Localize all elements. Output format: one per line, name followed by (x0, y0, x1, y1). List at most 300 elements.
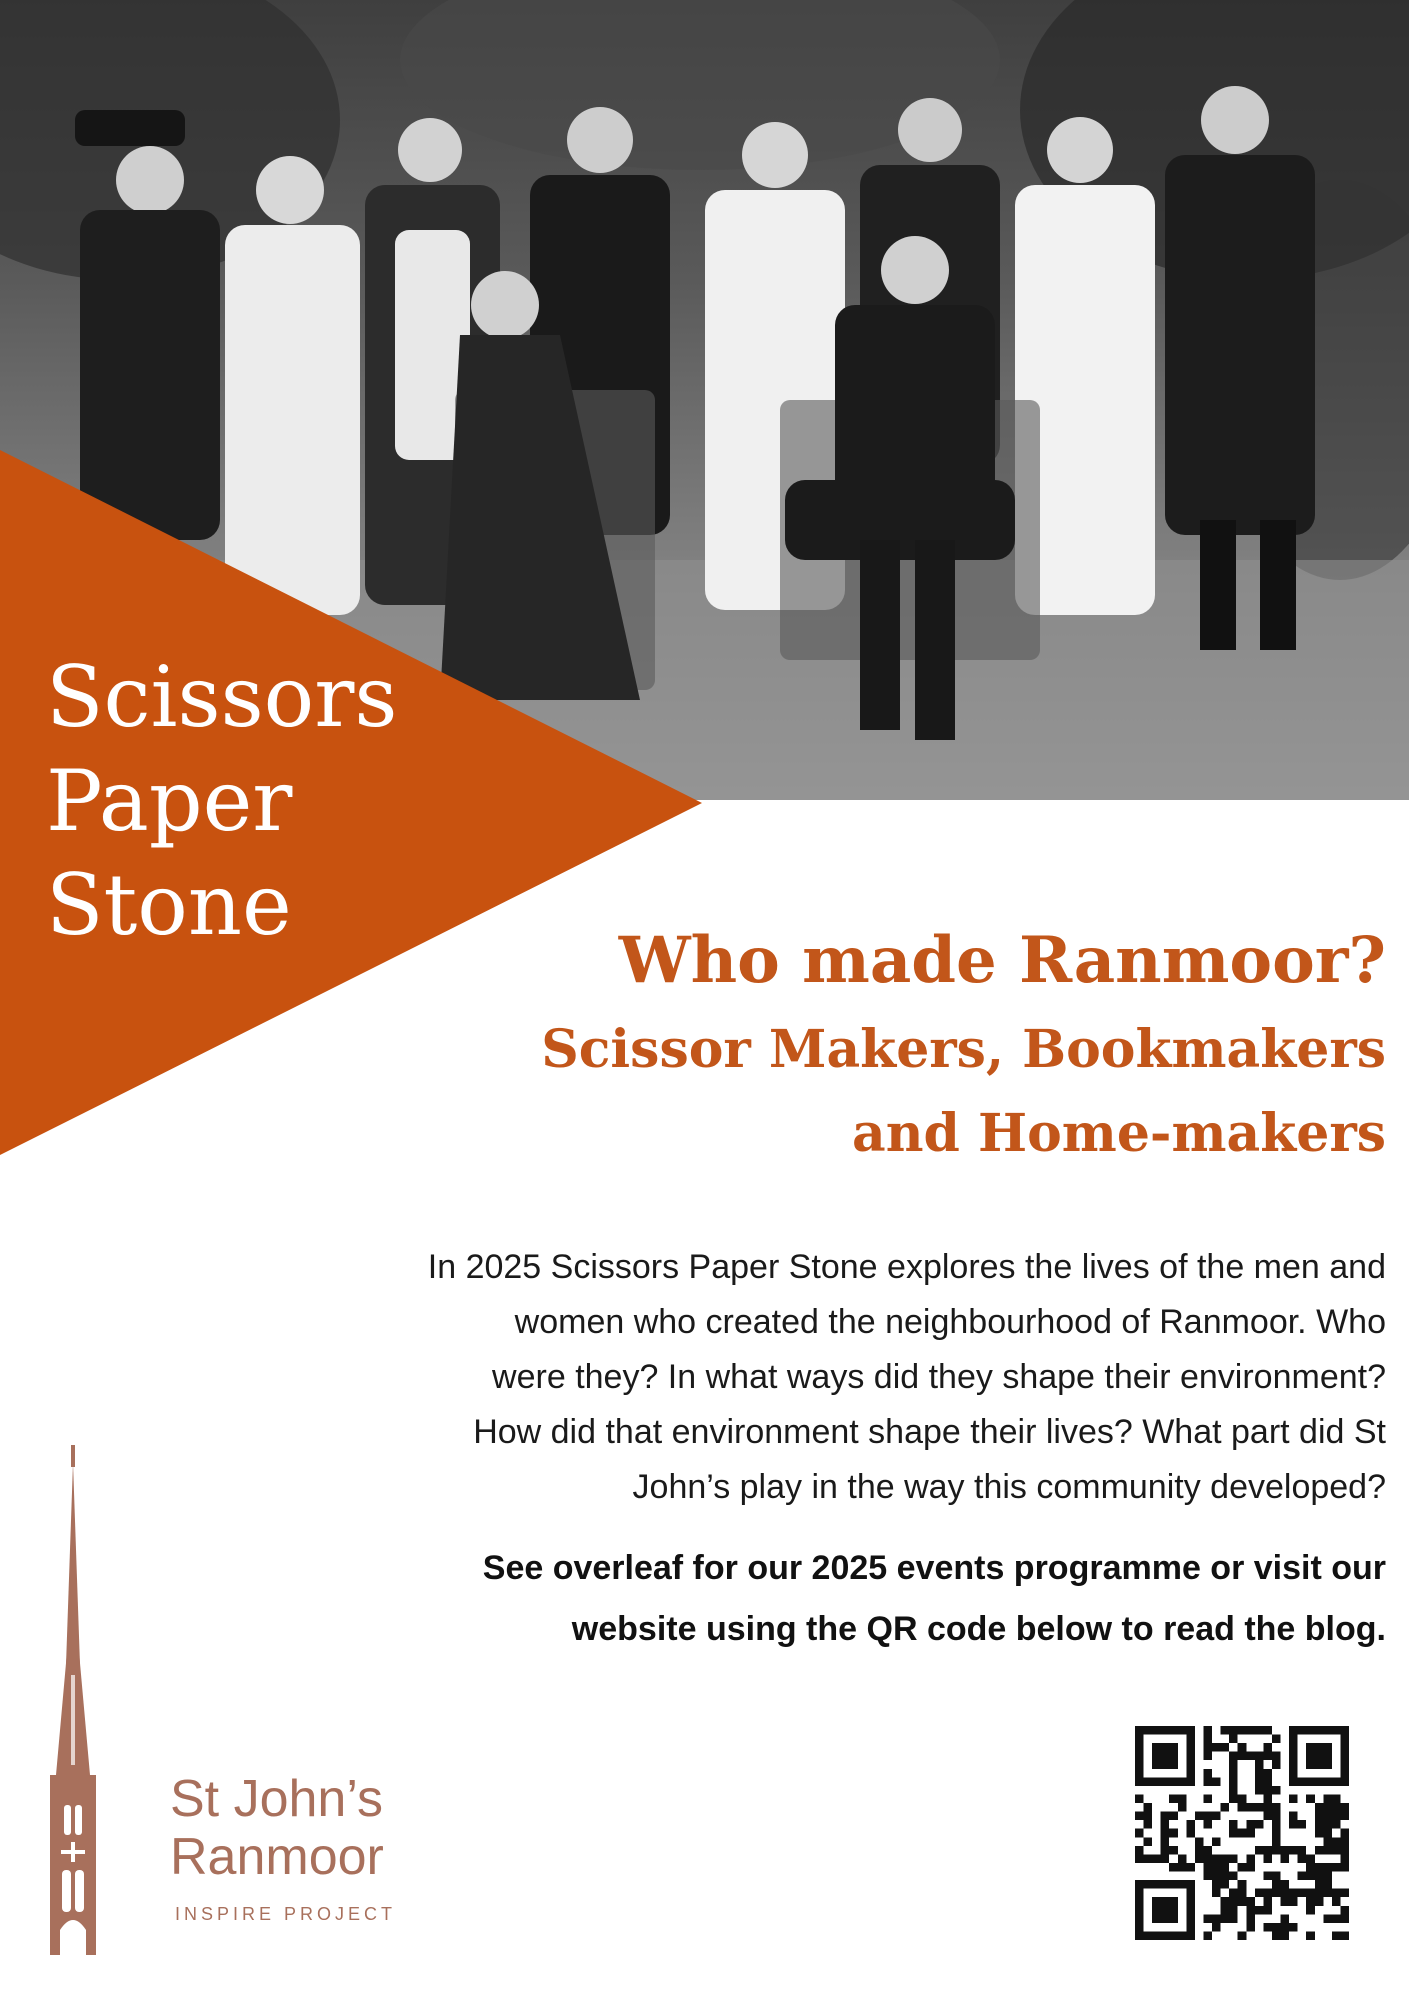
qr-module (1306, 1794, 1315, 1803)
qr-module (1272, 1786, 1281, 1795)
qr-module (1169, 1897, 1178, 1906)
qr-module (1221, 1726, 1230, 1735)
qr-module (1161, 1914, 1170, 1923)
logo-line-1: St John’s (170, 1770, 383, 1828)
qr-module (1178, 1794, 1187, 1803)
qr-module (1212, 1872, 1221, 1881)
qr-module (1144, 1777, 1153, 1786)
qr-module (1195, 1837, 1204, 1846)
qr-module (1152, 1880, 1161, 1889)
qr-module (1315, 1863, 1324, 1872)
qr-module (1161, 1854, 1170, 1863)
qr-module (1289, 1769, 1298, 1778)
qr-module (1263, 1786, 1272, 1795)
qr-module (1135, 1854, 1144, 1863)
qr-module (1135, 1812, 1144, 1821)
qr-module (1186, 1914, 1195, 1923)
qr-module (1323, 1726, 1332, 1735)
qr-module (1144, 1931, 1153, 1940)
qr-module (1238, 1803, 1247, 1812)
qr-module (1186, 1735, 1195, 1744)
qr-module (1272, 1820, 1281, 1829)
qr-module (1281, 1914, 1290, 1923)
qr-module (1229, 1760, 1238, 1769)
qr-module (1332, 1897, 1341, 1906)
qr-module (1315, 1889, 1324, 1898)
qr-module (1161, 1829, 1170, 1838)
qr-module (1289, 1743, 1298, 1752)
qr-module (1203, 1846, 1212, 1855)
subheadline-line-2: and Home-makers (852, 1103, 1386, 1164)
qr-module (1221, 1863, 1230, 1872)
qr-module (1186, 1726, 1195, 1735)
qr-module (1340, 1726, 1349, 1735)
qr-module (1161, 1880, 1170, 1889)
qr-module (1340, 1889, 1349, 1898)
qr-module (1298, 1777, 1307, 1786)
qr-module (1212, 1914, 1221, 1923)
qr-module (1186, 1863, 1195, 1872)
qr-module (1263, 1846, 1272, 1855)
qr-module (1263, 1752, 1272, 1761)
qr-module (1221, 1803, 1230, 1812)
qr-module (1289, 1820, 1298, 1829)
qr-module (1195, 1846, 1204, 1855)
qr-module (1246, 1906, 1255, 1915)
qr-module (1203, 1794, 1212, 1803)
qr-module (1272, 1812, 1281, 1821)
qr-module (1323, 1872, 1332, 1881)
qr-module (1332, 1726, 1341, 1735)
qr-module (1263, 1769, 1272, 1778)
qr-module (1289, 1777, 1298, 1786)
qr-module (1135, 1931, 1144, 1940)
qr-module (1263, 1889, 1272, 1898)
qr-module (1229, 1752, 1238, 1761)
qr-module (1340, 1743, 1349, 1752)
qr-module (1323, 1829, 1332, 1838)
qr-module (1246, 1726, 1255, 1735)
qr-module (1135, 1760, 1144, 1769)
qr-module (1186, 1769, 1195, 1778)
qr-module (1135, 1914, 1144, 1923)
qr-module (1135, 1735, 1144, 1744)
qr-module (1323, 1863, 1332, 1872)
qr-module (1203, 1752, 1212, 1761)
qr-module (1169, 1777, 1178, 1786)
qr-module (1315, 1897, 1324, 1906)
qr-module (1255, 1906, 1264, 1915)
qr-module (1221, 1897, 1230, 1906)
qr-module (1246, 1863, 1255, 1872)
qr-module (1144, 1726, 1153, 1735)
qr-module (1323, 1889, 1332, 1898)
qr-module (1332, 1803, 1341, 1812)
qr-module (1340, 1735, 1349, 1744)
logo-line-2: Ranmoor (170, 1828, 384, 1886)
qr-module (1298, 1872, 1307, 1881)
qr-module (1229, 1777, 1238, 1786)
qr-module (1306, 1906, 1315, 1915)
qr-module (1221, 1872, 1230, 1881)
qr-module (1272, 1803, 1281, 1812)
qr-module (1315, 1752, 1324, 1761)
qr-module (1203, 1820, 1212, 1829)
qr-module (1229, 1889, 1238, 1898)
qr-module (1178, 1803, 1187, 1812)
qr-module (1169, 1880, 1178, 1889)
qr-module (1229, 1872, 1238, 1881)
qr-module (1186, 1760, 1195, 1769)
qr-module (1161, 1777, 1170, 1786)
qr-module (1289, 1812, 1298, 1821)
qr-module (1323, 1803, 1332, 1812)
qr-module (1246, 1897, 1255, 1906)
qr-module (1272, 1872, 1281, 1881)
qr-module (1135, 1769, 1144, 1778)
qr-module (1289, 1735, 1298, 1744)
qr-module (1195, 1812, 1204, 1821)
qr-module (1323, 1837, 1332, 1846)
qr-module (1144, 1820, 1153, 1829)
qr-module (1212, 1889, 1221, 1898)
qr-module (1161, 1752, 1170, 1761)
qr-module (1212, 1777, 1221, 1786)
qr-module (1229, 1906, 1238, 1915)
qr-module (1323, 1743, 1332, 1752)
qr-module (1169, 1760, 1178, 1769)
qr-module (1186, 1906, 1195, 1915)
qr-module (1186, 1777, 1195, 1786)
qr-module (1263, 1923, 1272, 1932)
qr-module (1263, 1897, 1272, 1906)
qr-module (1332, 1931, 1341, 1940)
qr-module (1229, 1726, 1238, 1735)
qr-module (1135, 1846, 1144, 1855)
qr-module (1332, 1820, 1341, 1829)
qr-module (1135, 1880, 1144, 1889)
project-title-line-2: Paper (46, 752, 293, 850)
qr-module (1332, 1812, 1341, 1821)
qr-module (1323, 1794, 1332, 1803)
qr-module (1340, 1829, 1349, 1838)
qr-module (1246, 1923, 1255, 1932)
qr-module (1161, 1760, 1170, 1769)
qr-module (1161, 1906, 1170, 1915)
qr-module (1238, 1726, 1247, 1735)
qr-module (1169, 1794, 1178, 1803)
project-title-line-3: Stone (46, 856, 292, 954)
qr-module (1212, 1837, 1221, 1846)
qr-module (1298, 1854, 1307, 1863)
qr-module (1255, 1820, 1264, 1829)
qr-code-icon[interactable] (1135, 1726, 1349, 1940)
qr-module (1169, 1931, 1178, 1940)
qr-module (1152, 1931, 1161, 1940)
qr-module (1203, 1931, 1212, 1940)
qr-module (1272, 1829, 1281, 1838)
qr-module (1272, 1837, 1281, 1846)
qr-module (1255, 1786, 1264, 1795)
qr-module (1135, 1906, 1144, 1915)
qr-module (1238, 1829, 1247, 1838)
qr-module (1144, 1880, 1153, 1889)
qr-module (1212, 1812, 1221, 1821)
qr-module (1135, 1777, 1144, 1786)
intro-line: In 2025 Scissors Paper Stone explores the lives of the men and (427, 1248, 1386, 1286)
qr-module (1135, 1752, 1144, 1761)
qr-module (1186, 1829, 1195, 1838)
qr-module (1272, 1752, 1281, 1761)
qr-module (1186, 1820, 1195, 1829)
project-title (46, 645, 398, 957)
qr-module (1203, 1777, 1212, 1786)
intro-line: were they? In what ways did they shape their environment? (492, 1358, 1386, 1396)
qr-module (1203, 1735, 1212, 1744)
qr-module (1340, 1803, 1349, 1812)
qr-module (1238, 1863, 1247, 1872)
qr-module (1152, 1914, 1161, 1923)
qr-module (1152, 1897, 1161, 1906)
qr-module (1289, 1897, 1298, 1906)
qr-module (1298, 1889, 1307, 1898)
qr-module (1229, 1794, 1238, 1803)
qr-module (1152, 1743, 1161, 1752)
qr-module (1229, 1829, 1238, 1838)
qr-module (1263, 1794, 1272, 1803)
qr-module (1144, 1837, 1153, 1846)
qr-module (1178, 1931, 1187, 1940)
qr-module (1221, 1880, 1230, 1889)
qr-module (1152, 1906, 1161, 1915)
qr-module (1135, 1743, 1144, 1752)
qr-module (1281, 1854, 1290, 1863)
qr-module (1263, 1854, 1272, 1863)
qr-module (1152, 1726, 1161, 1735)
qr-module (1203, 1726, 1212, 1735)
qr-module (1323, 1820, 1332, 1829)
qr-module (1229, 1854, 1238, 1863)
qr-module (1332, 1837, 1341, 1846)
headline: Who made Ranmoor? (618, 923, 1386, 998)
qr-module (1135, 1794, 1144, 1803)
qr-module (1238, 1889, 1247, 1898)
qr-module (1135, 1829, 1144, 1838)
qr-module (1144, 1812, 1153, 1821)
qr-module (1229, 1897, 1238, 1906)
qr-module (1186, 1743, 1195, 1752)
qr-module (1186, 1752, 1195, 1761)
qr-module (1340, 1931, 1349, 1940)
qr-module (1178, 1863, 1187, 1872)
qr-module (1255, 1846, 1264, 1855)
qr-module (1263, 1906, 1272, 1915)
qr-module (1169, 1743, 1178, 1752)
subheadline (541, 1008, 1386, 1176)
qr-module (1152, 1752, 1161, 1761)
qr-module (1306, 1726, 1315, 1735)
qr-module (1323, 1752, 1332, 1761)
qr-module (1306, 1872, 1315, 1881)
qr-module (1186, 1880, 1195, 1889)
qr-module (1169, 1829, 1178, 1838)
qr-module (1315, 1812, 1324, 1821)
qr-module (1332, 1794, 1341, 1803)
qr-module (1169, 1906, 1178, 1915)
qr-module (1323, 1760, 1332, 1769)
project-title-line-1: Scissors (46, 648, 398, 746)
qr-module (1289, 1923, 1298, 1932)
qr-module (1332, 1846, 1341, 1855)
qr-module (1238, 1880, 1247, 1889)
qr-module (1255, 1752, 1264, 1761)
qr-module (1161, 1897, 1170, 1906)
qr-module (1332, 1889, 1341, 1898)
qr-module (1255, 1769, 1264, 1778)
qr-module (1281, 1880, 1290, 1889)
intro-line: How did that environment shape their lives? What part did St (473, 1413, 1386, 1451)
qr-module (1246, 1829, 1255, 1838)
qr-module (1289, 1846, 1298, 1855)
qr-module (1315, 1803, 1324, 1812)
qr-module (1221, 1854, 1230, 1863)
qr-module (1161, 1931, 1170, 1940)
qr-module (1221, 1906, 1230, 1915)
qr-module (1289, 1726, 1298, 1735)
qr-module (1306, 1752, 1315, 1761)
qr-module (1281, 1846, 1290, 1855)
qr-module (1298, 1726, 1307, 1735)
qr-module (1203, 1854, 1212, 1863)
qr-module (1152, 1854, 1161, 1863)
qr-module (1169, 1914, 1178, 1923)
qr-module (1229, 1914, 1238, 1923)
qr-module (1306, 1897, 1315, 1906)
qr-module (1340, 1752, 1349, 1761)
qr-module (1323, 1880, 1332, 1889)
subheadline-line-1: Scissor Makers, Bookmakers (541, 1019, 1386, 1080)
qr-module (1195, 1854, 1204, 1863)
qr-module (1263, 1803, 1272, 1812)
qr-module (1306, 1760, 1315, 1769)
intro-line: John’s play in the way this community developed? (632, 1468, 1386, 1506)
qr-module (1212, 1923, 1221, 1932)
cta-line: website using the QR code below to read the blog. (571, 1610, 1386, 1648)
qr-module (1186, 1931, 1195, 1940)
qr-module (1161, 1743, 1170, 1752)
qr-module (1332, 1863, 1341, 1872)
qr-module (1238, 1897, 1247, 1906)
qr-module (1340, 1854, 1349, 1863)
qr-module (1272, 1760, 1281, 1769)
qr-module (1281, 1889, 1290, 1898)
qr-module (1332, 1914, 1341, 1923)
qr-module (1178, 1854, 1187, 1863)
qr-module (1169, 1726, 1178, 1735)
qr-module (1272, 1880, 1281, 1889)
qr-module (1306, 1863, 1315, 1872)
qr-module (1161, 1726, 1170, 1735)
qr-module (1315, 1872, 1324, 1881)
qr-module (1229, 1769, 1238, 1778)
qr-module (1315, 1726, 1324, 1735)
qr-module (1289, 1752, 1298, 1761)
qr-module (1246, 1803, 1255, 1812)
qr-module (1212, 1743, 1221, 1752)
qr-module (1306, 1931, 1315, 1940)
qr-module (1169, 1752, 1178, 1761)
call-to-action (206, 1538, 1386, 1660)
intro-line: women who created the neighbourhood of Ranmoor. Who (514, 1303, 1386, 1341)
qr-module (1306, 1889, 1315, 1898)
qr-module (1340, 1812, 1349, 1821)
qr-module (1281, 1923, 1290, 1932)
qr-module (1203, 1914, 1212, 1923)
qr-module (1135, 1897, 1144, 1906)
qr-module (1340, 1777, 1349, 1786)
qr-module (1221, 1914, 1230, 1923)
qr-module (1161, 1846, 1170, 1855)
qr-module (1272, 1923, 1281, 1932)
qr-module (1212, 1854, 1221, 1863)
qr-module (1289, 1889, 1298, 1898)
qr-module (1272, 1889, 1281, 1898)
qr-module (1315, 1760, 1324, 1769)
qr-module (1272, 1931, 1281, 1940)
qr-module (1135, 1889, 1144, 1898)
logo-subtitle: INSPIRE PROJECT (175, 1904, 397, 1924)
qr-module (1315, 1829, 1324, 1838)
qr-module (1332, 1777, 1341, 1786)
qr-module (1272, 1846, 1281, 1855)
qr-module (1203, 1769, 1212, 1778)
qr-module (1238, 1752, 1247, 1761)
qr-module (1281, 1931, 1290, 1940)
qr-module (1144, 1854, 1153, 1863)
qr-module (1238, 1743, 1247, 1752)
qr-module (1255, 1803, 1264, 1812)
qr-module (1246, 1752, 1255, 1761)
qr-module (1169, 1812, 1178, 1821)
qr-module (1340, 1914, 1349, 1923)
qr-module (1315, 1743, 1324, 1752)
qr-module (1263, 1777, 1272, 1786)
qr-module (1152, 1760, 1161, 1769)
church-spire-icon (40, 1445, 106, 1955)
qr-module (1306, 1854, 1315, 1863)
cta-line: See overleaf for our 2025 events programme or visit our (482, 1549, 1386, 1587)
qr-module (1340, 1760, 1349, 1769)
qr-module (1340, 1769, 1349, 1778)
qr-module (1246, 1914, 1255, 1923)
qr-module (1135, 1923, 1144, 1932)
qr-module (1340, 1837, 1349, 1846)
qr-module (1229, 1786, 1238, 1795)
qr-module (1161, 1837, 1170, 1846)
qr-module (1281, 1897, 1290, 1906)
qr-module (1212, 1863, 1221, 1872)
qr-module (1161, 1820, 1170, 1829)
logo-wordmark (170, 1770, 384, 1886)
qr-module (1263, 1743, 1272, 1752)
qr-module (1255, 1889, 1264, 1898)
qr-module (1340, 1863, 1349, 1872)
qr-module (1323, 1846, 1332, 1855)
qr-module (1246, 1820, 1255, 1829)
qr-module (1298, 1846, 1307, 1855)
qr-module (1161, 1812, 1170, 1821)
qr-module (1144, 1803, 1153, 1812)
